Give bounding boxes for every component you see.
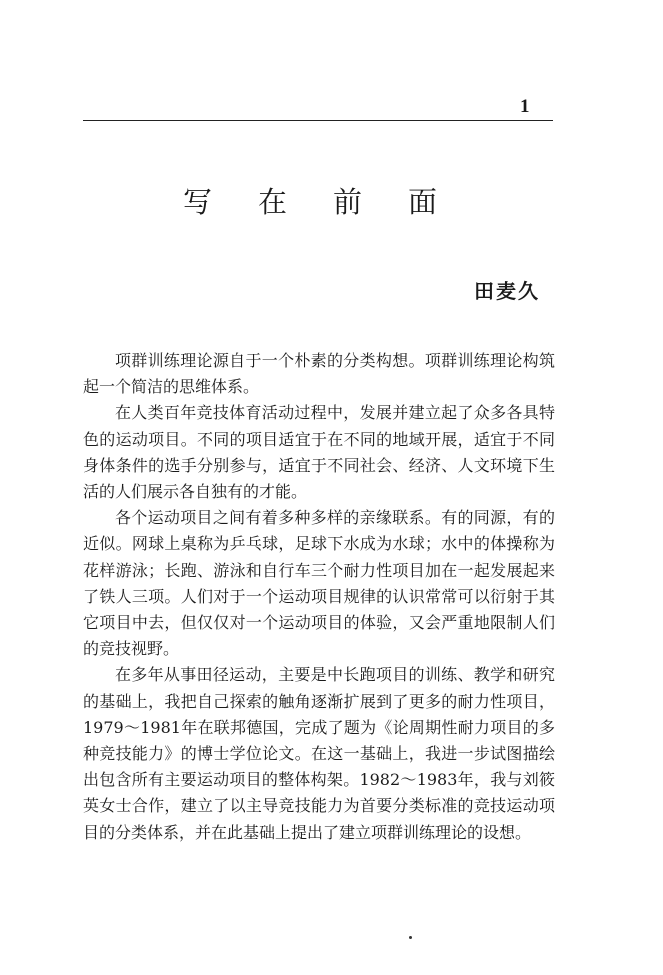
header-rule bbox=[83, 120, 553, 121]
speck-mark bbox=[409, 936, 412, 939]
author: 田麦久 bbox=[474, 279, 540, 303]
paragraph-2: 在人类百年竞技体育活动过程中，发展并建立起了众多各具特色的运动项目。不同的项目适宜于在不同的地域开展，适宜于不同身体条件的选手分别参与，适宜于不同社会、经济、人文环境下生活的人们展示各自独有的才能。 bbox=[83, 403, 555, 502]
body-text bbox=[83, 348, 555, 846]
page-title bbox=[183, 180, 483, 221]
paragraph-4: 在多年从事田径运动，主要是中长跑项目的训练、教学和研究的基础上，我把自己探索的触角逐渐扩展到了更多的耐力性项目，1979～1981年在联邦德国，完成了题为《论周期性耐力项目的多种竞技能力》的博士学位论文。在这一基础上，我进一步试图描绘出包含所有主要运动项目的整体构架。1982～1983年，我与刘筱英女士合作，建立了以主导竞技能力为首要分类标准的竞技运动项目的分类体系，并在此基础上提出了建立项群训练理论的设想。 bbox=[83, 665, 555, 842]
page-number: 1 bbox=[520, 96, 530, 117]
paragraph-1: 项群训练理论源自于一个朴素的分类构想。项群训练理论构筑起一个简洁的思维体系。 bbox=[83, 351, 555, 397]
title-char-2: 在 bbox=[258, 185, 288, 219]
title-char-1: 写 bbox=[183, 185, 213, 219]
title-char-4: 面 bbox=[408, 185, 438, 219]
paragraph-3: 各个运动项目之间有着多种多样的亲缘联系。有的同源，有的近似。网球上桌称为乒乓球，足球下水成为水球；水中的体操称为花样游泳；长跑、游泳和自行车三个耐力性项目加在一起发展起来了铁人三项。人们对于一个运动项目规律的认识常常可以衍射于其它项目中去，但仅仅对一个运动项目的体验，又会严重地限制人们的竞技视野。 bbox=[83, 508, 555, 659]
title-char-3: 前 bbox=[333, 185, 363, 219]
